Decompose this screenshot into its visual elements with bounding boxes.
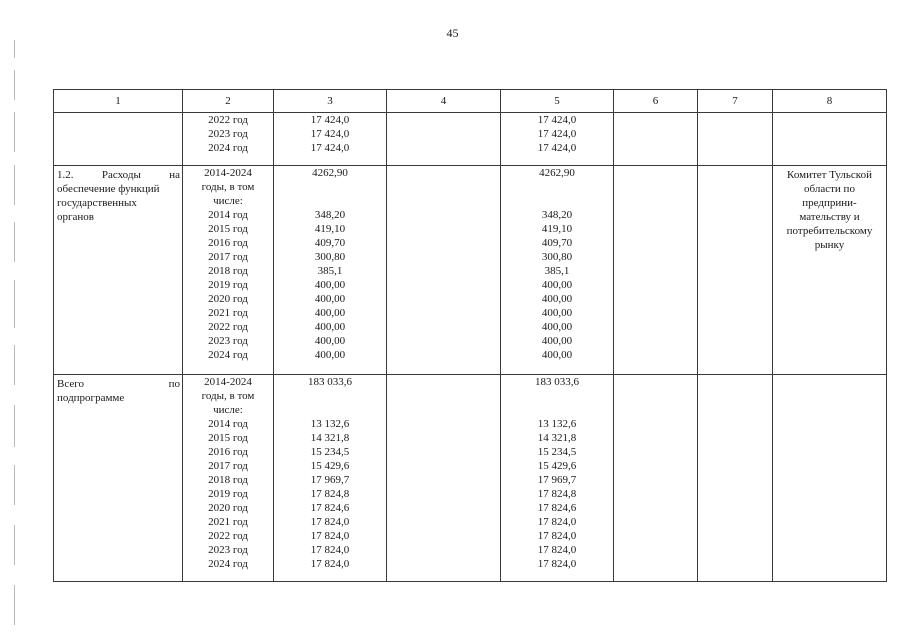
value-line: 17 824,0	[537, 544, 577, 556]
scan-margin-mark	[14, 525, 15, 565]
value-line: 17 424,0	[537, 142, 577, 154]
period-line: 2020 год	[208, 293, 248, 305]
value-line: 17 824,0	[310, 558, 350, 570]
value-line: 348,20	[541, 209, 573, 221]
period-line: 2014-2024	[204, 167, 252, 179]
period-line: 2021 год	[208, 307, 248, 319]
executor-line: Комитет Тульской	[787, 169, 872, 181]
value-line: 15 234,5	[310, 446, 350, 458]
subprogram-financing-table	[53, 89, 887, 582]
period-line: 2020 год	[208, 502, 248, 514]
value-line: 17 824,0	[537, 516, 577, 528]
value-line: 400,00	[314, 293, 346, 305]
executor-cell	[773, 166, 887, 375]
value-line: 348,20	[314, 209, 346, 221]
value-cell-col4	[387, 375, 501, 582]
period-line: 2018 год	[208, 265, 248, 277]
measure-name-word: по	[168, 378, 180, 390]
measure-name-line	[57, 377, 180, 391]
value-line: 385,1	[544, 265, 570, 277]
period-line: 2016 год	[208, 446, 248, 458]
value-line: 13 132,6	[310, 418, 350, 430]
period-line: числе:	[213, 195, 243, 207]
value-line: 14 321,8	[310, 432, 350, 444]
value-line: 4262,90	[539, 167, 575, 179]
value-cell-col7	[698, 375, 773, 582]
value-cell-col7	[698, 166, 773, 375]
measure-name-line	[57, 210, 180, 224]
value-line	[501, 194, 613, 208]
executor-line: рынку	[814, 239, 845, 251]
value-cell-col6	[614, 375, 698, 582]
executor-line: мательству и	[799, 211, 860, 223]
period-line: 2015 год	[208, 223, 248, 235]
value-line: 15 429,6	[537, 460, 577, 472]
scan-margin-mark	[14, 405, 15, 447]
executor-line: предприни-	[802, 197, 857, 209]
column-header: 6	[614, 90, 698, 113]
scan-margin-mark	[14, 222, 15, 262]
value-line: 400,00	[314, 349, 346, 361]
scan-margin-mark	[14, 465, 15, 505]
value-line: 400,00	[314, 335, 346, 347]
value-line	[501, 180, 613, 194]
value-line: 400,00	[314, 307, 346, 319]
value-line: 300,80	[314, 251, 346, 263]
value-line: 17 824,8	[537, 488, 577, 500]
column-header: 4	[387, 90, 501, 113]
value-line: 400,00	[541, 279, 573, 291]
measure-name-word: государственных	[57, 197, 137, 209]
measure-name-word: обеспечение функций	[57, 183, 160, 195]
period-line: 2014 год	[208, 418, 248, 430]
value-line	[274, 180, 386, 194]
column-number-row	[54, 90, 887, 113]
value-line	[274, 194, 386, 208]
measure-name-cell	[54, 375, 183, 582]
measure-name-line	[57, 391, 180, 405]
measure-name-word: подпрограмме	[57, 392, 125, 404]
value-cell-col6	[614, 166, 698, 375]
value-line: 17 824,6	[310, 502, 350, 514]
value-line: 17 824,0	[310, 516, 350, 528]
scan-margin-mark	[14, 40, 15, 58]
table-row	[54, 375, 887, 582]
value-line: 400,00	[541, 335, 573, 347]
value-line: 17 824,0	[310, 530, 350, 542]
period-line: 2014 год	[208, 209, 248, 221]
value-line: 15 429,6	[310, 460, 350, 472]
measure-name-word: на	[169, 169, 180, 181]
value-line: 419,10	[541, 223, 573, 235]
executor-line: потребительскому	[786, 225, 873, 237]
period-line: 2023 год	[208, 335, 248, 347]
value-line: 17 424,0	[537, 114, 577, 126]
value-cell-col6	[614, 113, 698, 166]
column-header: 7	[698, 90, 773, 113]
value-cell-col3	[274, 166, 387, 375]
value-line: 17 424,0	[310, 128, 350, 140]
period-line: годы, в том	[201, 181, 255, 193]
period-line: числе:	[213, 404, 243, 416]
value-line: 400,00	[314, 279, 346, 291]
measure-name-line	[57, 182, 180, 196]
value-line: 17 824,6	[537, 502, 577, 514]
value-line: 300,80	[541, 251, 573, 263]
column-header: 2	[183, 90, 274, 113]
value-cell-col7	[698, 113, 773, 166]
period-cell	[183, 113, 274, 166]
period-line: 2024 год	[208, 142, 248, 154]
measure-name-word: 1.2.	[57, 169, 74, 181]
measure-name-word: органов	[57, 211, 94, 223]
value-cell-col3	[274, 113, 387, 166]
value-line: 17 424,0	[537, 128, 577, 140]
measure-name-cell	[54, 113, 183, 166]
period-line: 2016 год	[208, 237, 248, 249]
value-cell-col4	[387, 113, 501, 166]
value-line: 17 969,7	[310, 474, 350, 486]
value-line: 400,00	[541, 321, 573, 333]
executor-cell	[773, 113, 887, 166]
measure-name-word: Всего	[57, 378, 84, 390]
value-line	[501, 389, 613, 403]
value-line: 17 824,0	[537, 530, 577, 542]
period-line: 2022 год	[208, 321, 248, 333]
period-line: 2021 год	[208, 516, 248, 528]
measure-name-line	[57, 196, 180, 210]
page-number: 45	[446, 26, 459, 40]
value-line: 419,10	[314, 223, 346, 235]
column-header: 5	[501, 90, 614, 113]
measure-name-line	[57, 168, 180, 182]
period-line: 2019 год	[208, 488, 248, 500]
scan-margin-mark	[14, 165, 15, 205]
measure-name-cell	[54, 166, 183, 375]
value-line: 15 234,5	[537, 446, 577, 458]
value-line: 400,00	[314, 321, 346, 333]
period-line: 2022 год	[208, 530, 248, 542]
period-line: годы, в том	[201, 390, 255, 402]
value-line: 17 824,8	[310, 488, 350, 500]
period-line: 2017 год	[208, 251, 248, 263]
period-line: 2014-2024	[204, 376, 252, 388]
scan-margin-mark	[14, 585, 15, 625]
period-line: 2023 год	[208, 544, 248, 556]
table-row	[54, 166, 887, 375]
period-line: 2019 год	[208, 279, 248, 291]
value-cell-col5	[501, 166, 614, 375]
period-line: 2015 год	[208, 432, 248, 444]
executor-cell	[773, 375, 887, 582]
period-line: 2018 год	[208, 474, 248, 486]
value-line: 400,00	[541, 349, 573, 361]
column-header: 3	[274, 90, 387, 113]
value-line: 17 424,0	[310, 142, 350, 154]
value-line: 385,1	[317, 265, 343, 277]
period-line: 2023 год	[208, 128, 248, 140]
period-cell	[183, 375, 274, 582]
value-cell-col5	[501, 113, 614, 166]
value-line: 14 321,8	[537, 432, 577, 444]
column-header: 1	[54, 90, 183, 113]
value-line: 4262,90	[312, 167, 348, 179]
value-line: 400,00	[541, 307, 573, 319]
column-header: 8	[773, 90, 887, 113]
value-line	[501, 403, 613, 417]
value-line	[274, 403, 386, 417]
value-line: 13 132,6	[537, 418, 577, 430]
value-line: 409,70	[541, 237, 573, 249]
value-line: 400,00	[541, 293, 573, 305]
scan-margin-mark	[14, 112, 15, 152]
period-line: 2024 год	[208, 349, 248, 361]
value-line: 17 424,0	[310, 114, 350, 126]
scan-margin-mark	[14, 280, 15, 328]
value-line: 409,70	[314, 237, 346, 249]
period-line: 2022 год	[208, 114, 248, 126]
period-line: 2017 год	[208, 460, 248, 472]
measure-name-word: Расходы	[101, 169, 141, 181]
period-cell	[183, 166, 274, 375]
period-line: 2024 год	[208, 558, 248, 570]
scan-margin-mark	[14, 70, 15, 100]
value-cell-col5	[501, 375, 614, 582]
executor-line: области по	[804, 183, 855, 195]
value-line: 17 824,0	[310, 544, 350, 556]
value-cell-col3	[274, 375, 387, 582]
scan-margin-mark	[14, 345, 15, 385]
value-line: 17 824,0	[537, 558, 577, 570]
value-cell-col4	[387, 166, 501, 375]
value-line	[274, 389, 386, 403]
value-line: 17 969,7	[537, 474, 577, 486]
value-line: 183 033,6	[308, 376, 352, 388]
table-row	[54, 113, 887, 166]
value-line: 183 033,6	[535, 376, 579, 388]
